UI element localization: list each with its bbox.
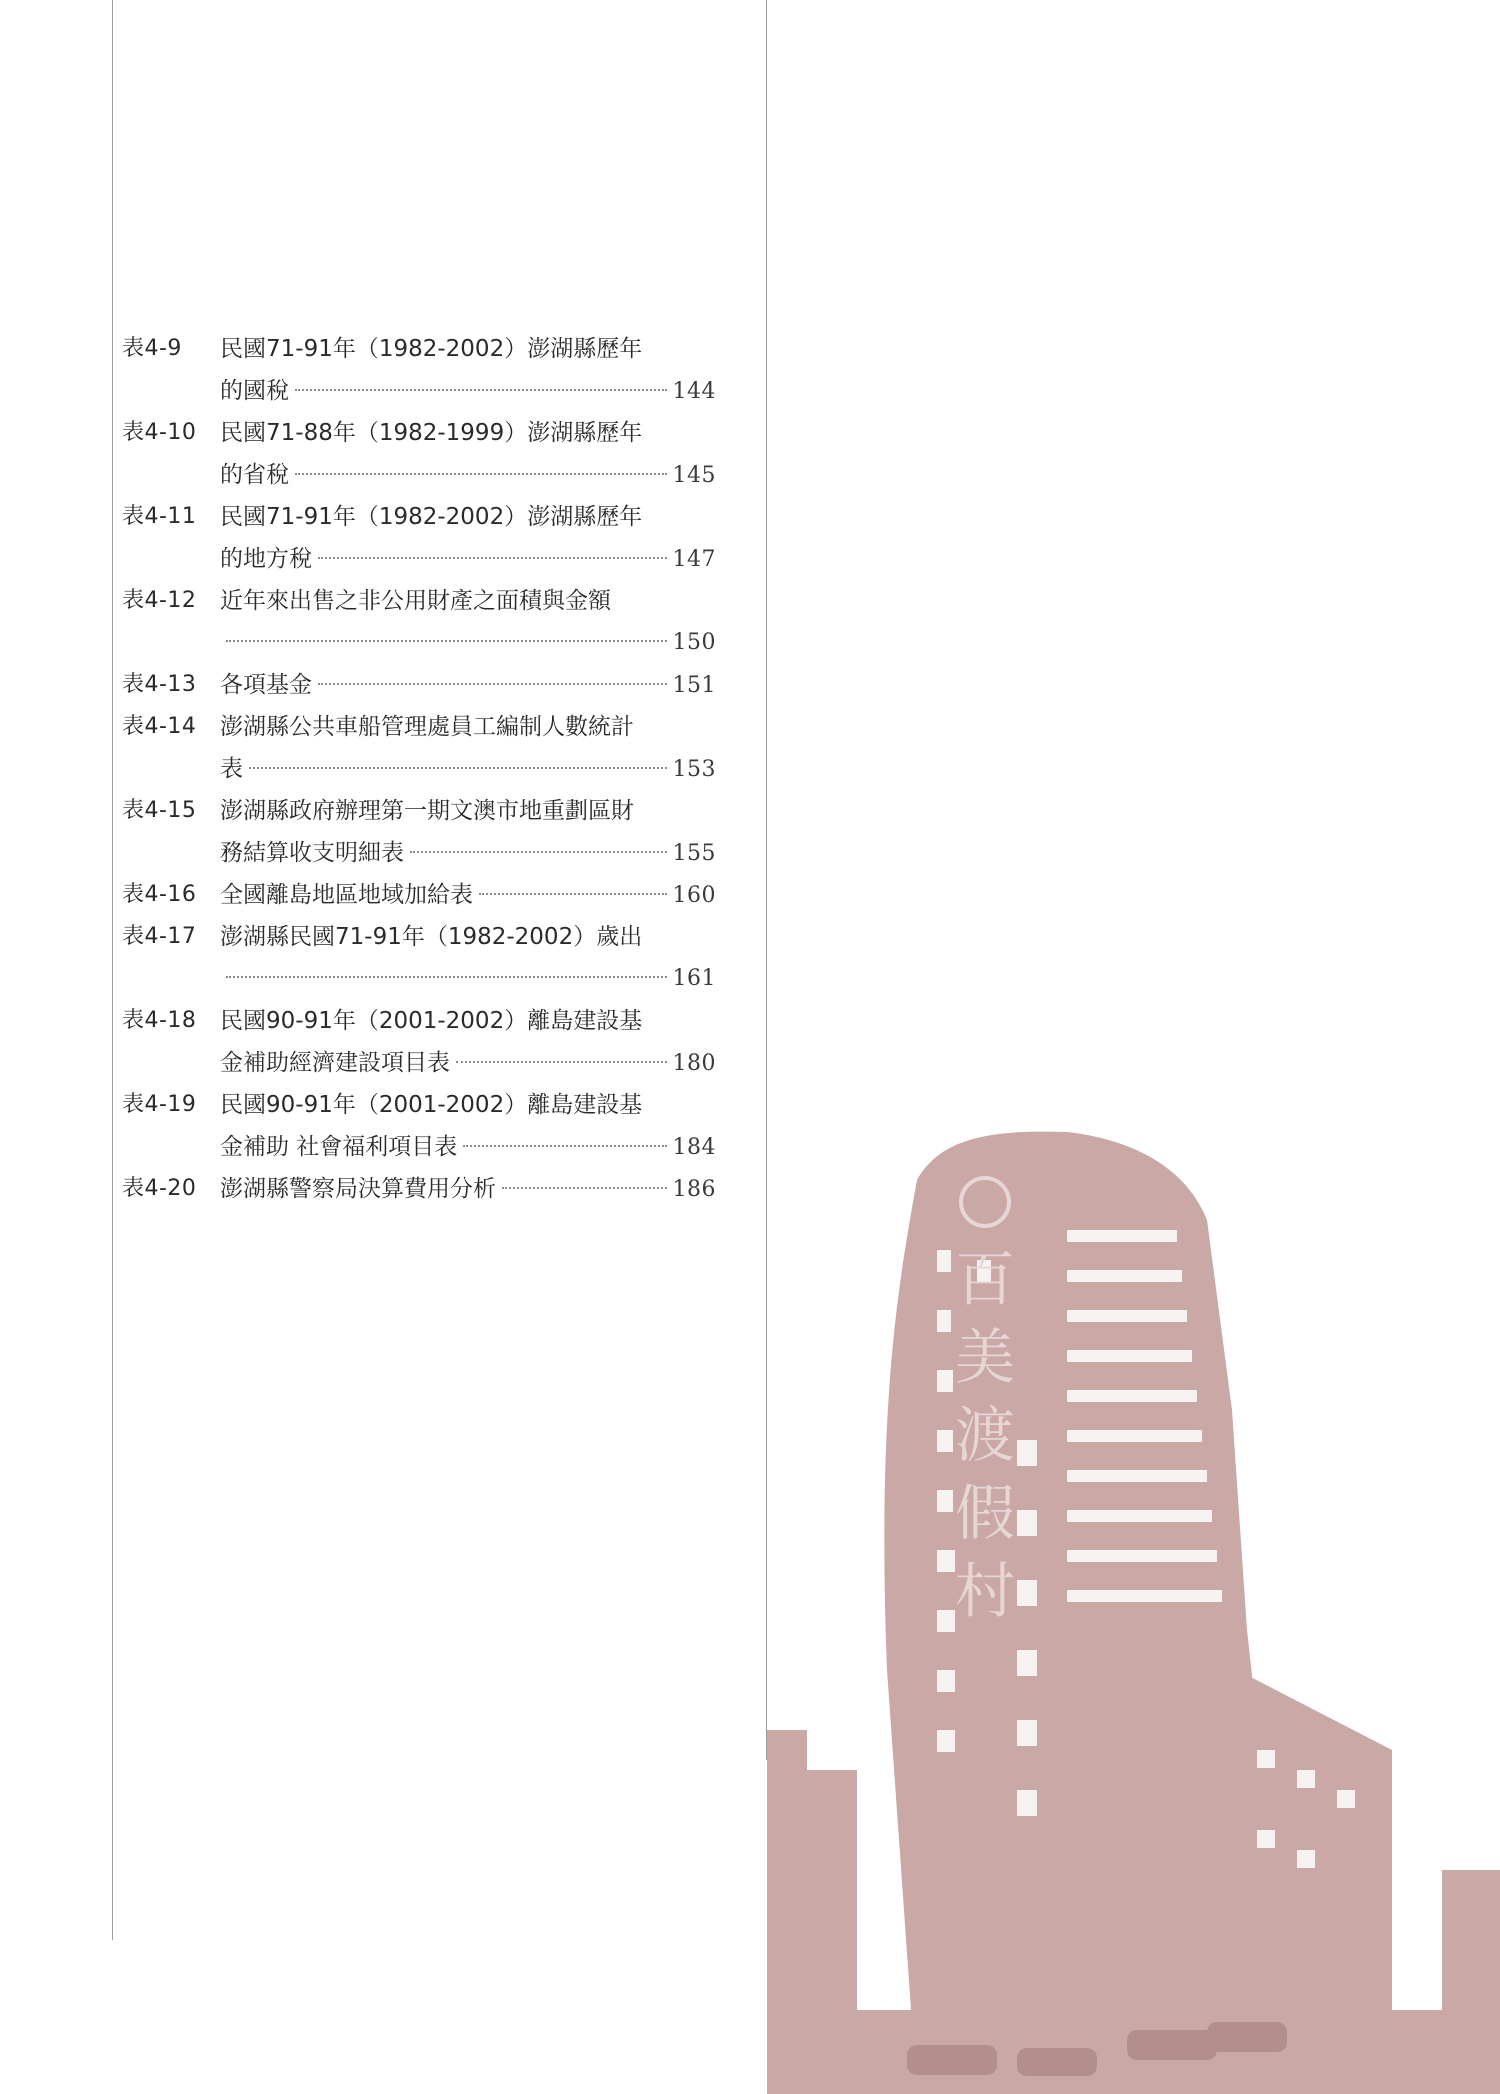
- dot-leader: [463, 1145, 666, 1147]
- toc-entry-number: 表4-19: [122, 1092, 197, 1117]
- toc-entry-page: 144: [672, 379, 716, 404]
- toc-entry-page: 160: [672, 883, 716, 908]
- sign-char: 假: [955, 1481, 1015, 1547]
- toc-entry[interactable]: [122, 1168, 716, 1210]
- sign-char: 渡: [955, 1403, 1015, 1469]
- toc-entry-number: 表4-13: [122, 672, 197, 697]
- toc-entry-number: 表4-16: [122, 882, 197, 907]
- dot-leader: [226, 640, 667, 642]
- sign-char: 美: [955, 1325, 1015, 1391]
- toc-entry-title-cont: 的省稅: [220, 462, 289, 488]
- toc-entry[interactable]: [122, 916, 716, 1000]
- toc-entry-title: 各項基金: [220, 672, 312, 698]
- toc-entry-page: 186: [672, 1177, 716, 1202]
- toc-entry-page: 153: [672, 757, 716, 782]
- dot-leader: [502, 1187, 667, 1189]
- toc-entry-title: 民國90-91年（2001-2002）離島建設基: [220, 1092, 643, 1118]
- toc-entry-number: 表4-9: [122, 336, 182, 361]
- sign-char: 村: [955, 1559, 1015, 1625]
- toc-entry-number: 表4-12: [122, 588, 197, 613]
- toc-entry[interactable]: [122, 706, 716, 790]
- dot-leader: [226, 976, 667, 978]
- toc-entry-title-cont: 的國稅: [220, 378, 289, 404]
- toc-entry[interactable]: [122, 328, 716, 412]
- toc-entry-page: 161: [672, 966, 716, 991]
- toc-entry[interactable]: [122, 496, 716, 580]
- table-of-contents: [122, 328, 716, 1210]
- dot-leader: [318, 683, 667, 685]
- toc-entry-number: 表4-20: [122, 1176, 197, 1201]
- toc-entry-page: 151: [672, 673, 716, 698]
- dot-leader: [456, 1061, 667, 1063]
- toc-entry-page: 180: [672, 1051, 716, 1076]
- toc-entry[interactable]: [122, 664, 716, 706]
- toc-entry-page: 145: [672, 463, 716, 488]
- left-margin-rule: [112, 0, 113, 1940]
- toc-entry-page: 184: [672, 1135, 716, 1160]
- toc-entry-title-cont: 務結算收支明細表: [220, 840, 404, 866]
- toc-entry-number: 表4-14: [122, 714, 197, 739]
- dot-leader: [249, 767, 667, 769]
- toc-entry-page: 147: [672, 547, 716, 572]
- toc-entry-title: 澎湖縣民國71-91年（1982-2002）歲出: [220, 924, 643, 950]
- dot-leader: [295, 389, 667, 391]
- toc-entry-number: 表4-15: [122, 798, 197, 823]
- dot-leader: [410, 851, 667, 853]
- toc-entry[interactable]: [122, 1084, 716, 1168]
- toc-entry-title: 民國71-91年（1982-2002）澎湖縣歷年: [220, 504, 643, 530]
- hotel-building-photo: [767, 1110, 1500, 2094]
- toc-entry-page: 155: [672, 841, 716, 866]
- toc-entry-title-cont: 的地方稅: [220, 546, 312, 572]
- dot-leader: [479, 893, 667, 895]
- toc-entry-title-cont: 金補助 社會福利項目表: [220, 1134, 458, 1160]
- toc-entry-title: 澎湖縣警察局決算費用分析: [220, 1176, 496, 1202]
- toc-entry-title: 近年來出售之非公用財產之面積與金額: [220, 588, 611, 614]
- toc-entry-title: 民國71-88年（1982-1999）澎湖縣歷年: [220, 420, 643, 446]
- toc-entry-title: 民國90-91年（2001-2002）離島建設基: [220, 1008, 643, 1034]
- toc-entry-number: 表4-10: [122, 420, 197, 445]
- toc-entry[interactable]: [122, 790, 716, 874]
- dot-leader: [318, 557, 667, 559]
- toc-entry-title-cont: 金補助經濟建設項目表: [220, 1050, 450, 1076]
- toc-entry-title: 澎湖縣公共車船管理處員工編制人數統計: [220, 714, 634, 740]
- toc-entry-number: 表4-18: [122, 1008, 197, 1033]
- toc-entry[interactable]: [122, 1000, 716, 1084]
- toc-entry[interactable]: [122, 412, 716, 496]
- sign-char: 百: [955, 1247, 1015, 1313]
- dot-leader: [295, 473, 667, 475]
- toc-entry-title-cont: 表: [220, 756, 243, 782]
- toc-entry-title: 民國71-91年（1982-2002）澎湖縣歷年: [220, 336, 643, 362]
- toc-entry-number: 表4-17: [122, 924, 197, 949]
- toc-entry-title: 澎湖縣政府辦理第一期文澳市地重劃區財: [220, 798, 634, 824]
- toc-entry-page: 150: [672, 630, 716, 655]
- toc-entry-title: 全國離島地區地域加給表: [220, 882, 473, 908]
- toc-entry[interactable]: [122, 874, 716, 916]
- toc-entry[interactable]: [122, 580, 716, 664]
- toc-entry-number: 表4-11: [122, 504, 197, 529]
